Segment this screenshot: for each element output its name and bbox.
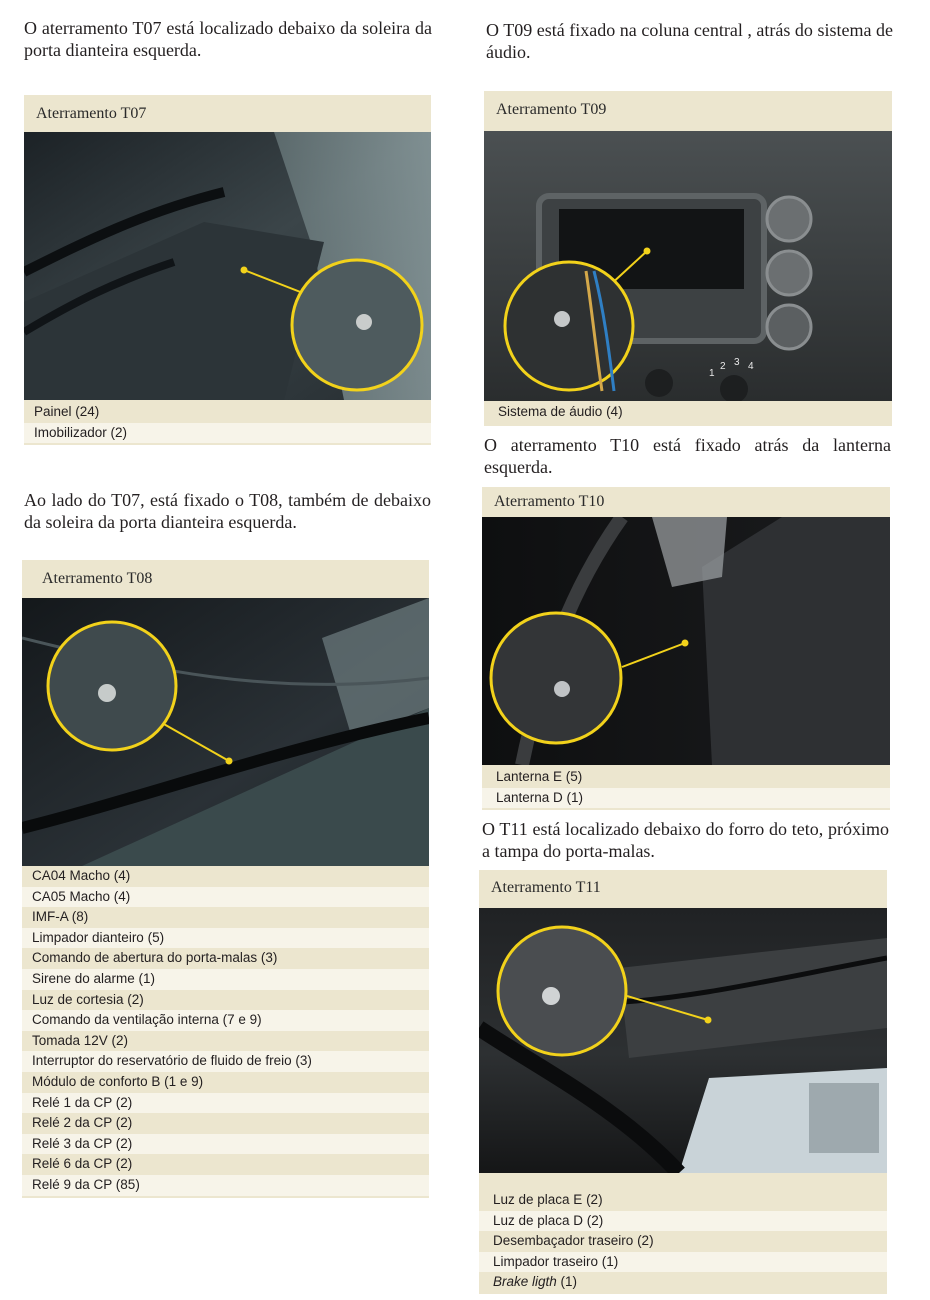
card-title-t09: Aterramento T09 — [496, 101, 607, 118]
t11-component-list — [479, 1190, 887, 1293]
list-item: CA05 Macho (4) — [22, 887, 429, 908]
t08-component-list — [22, 866, 429, 1196]
list-item: Lanterna D (1) — [482, 788, 890, 809]
t10-component-list — [482, 767, 890, 808]
list-item: Relé 9 da CP (85) — [22, 1175, 429, 1196]
list-item: CA04 Macho (4) — [22, 866, 429, 887]
card-t07 — [24, 95, 431, 445]
dial-label: 2 — [720, 361, 726, 372]
card-title-t10: Aterramento T10 — [494, 493, 605, 510]
dial-label: 3 — [734, 357, 740, 368]
list-item: Limpador dianteiro (5) — [22, 928, 429, 949]
t07-intro-text: O aterramento T07 está localizado debaixo da soleira da porta dianteira esquerda. — [24, 18, 432, 60]
card-t09 — [484, 91, 892, 426]
t10-intro-text: O aterramento T10 está fixado atrás da lanterna esquerda. — [484, 435, 891, 477]
card-title-t07: Aterramento T07 — [36, 105, 147, 122]
list-item: Relé 6 da CP (2) — [22, 1154, 429, 1175]
list-item: Tomada 12V (2) — [22, 1031, 429, 1052]
list-item: Relé 1 da CP (2) — [22, 1093, 429, 1114]
t09-intro-text: O T09 está fixado na coluna central , atrás do sistema de áudio. — [486, 20, 893, 62]
brake-light-label: Brake ligth — [493, 1274, 557, 1290]
t09-component-list — [484, 402, 892, 423]
list-item: Limpador traseiro (1) — [479, 1252, 887, 1273]
brake-light-count: (1) — [556, 1274, 578, 1290]
photo-t09 — [484, 131, 892, 401]
list-item: Luz de placa D (2) — [479, 1211, 887, 1232]
list-item: Módulo de conforto B (1 e 9) — [22, 1072, 429, 1093]
list-item: Relé 2 da CP (2) — [22, 1113, 429, 1134]
card-t10 — [482, 487, 890, 810]
t11-intro-text: O T11 está localizado debaixo do forro do teto, próximo a tampa do porta-malas. — [482, 819, 889, 861]
list-item-brake-light — [479, 1272, 887, 1293]
list-item: Luz de placa E (2) — [479, 1190, 887, 1211]
card-title-t11: Aterramento T11 — [491, 879, 601, 896]
photo-t10 — [482, 517, 890, 765]
list-item: Comando da ventilação interna (7 e 9) — [22, 1010, 429, 1031]
list-item: Sirene do alarme (1) — [22, 969, 429, 990]
card-t08 — [22, 560, 429, 1198]
list-item: Relé 3 da CP (2) — [22, 1134, 429, 1155]
list-item: Imobilizador (2) — [24, 423, 431, 444]
list-item: Luz de cortesia (2) — [22, 990, 429, 1011]
list-item: Desembaçador traseiro (2) — [479, 1231, 887, 1252]
list-item: Interruptor do reservatório de fluido de freio (3) — [22, 1051, 429, 1072]
photo-t08 — [22, 598, 429, 866]
dial-label: 4 — [748, 361, 754, 372]
photo-t07 — [24, 132, 431, 400]
list-item: Sistema de áudio (4) — [484, 402, 892, 423]
card-t11 — [479, 870, 887, 1294]
t07-component-list — [24, 402, 431, 443]
t08-intro-text: Ao lado do T07, está fixado o T08, também de debaixo da soleira da porta dianteira esquerda. — [24, 490, 431, 532]
list-item: Comando de abertura do porta-malas (3) — [22, 948, 429, 969]
dial-label: 1 — [709, 368, 715, 379]
list-item: Painel (24) — [24, 402, 431, 423]
photo-t11 — [479, 908, 887, 1173]
list-item: IMF-A (8) — [22, 907, 429, 928]
card-title-t08: Aterramento T08 — [42, 570, 153, 587]
list-item: Lanterna E (5) — [482, 767, 890, 788]
